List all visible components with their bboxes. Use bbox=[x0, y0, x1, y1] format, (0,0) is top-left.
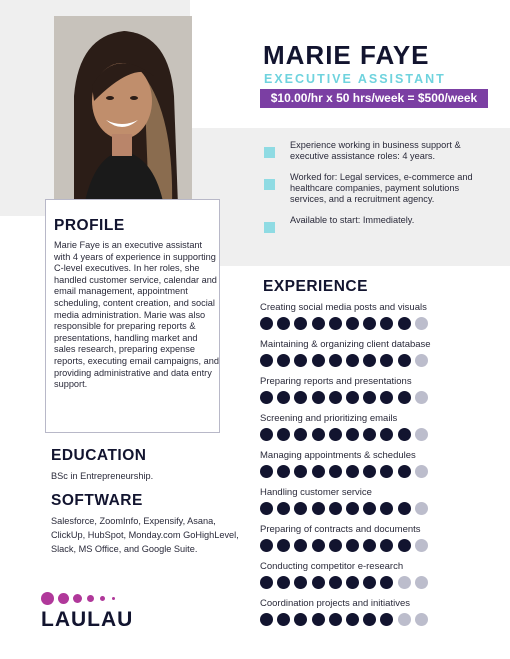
rating-dot-filled bbox=[398, 465, 411, 478]
rating-dot-filled bbox=[294, 428, 307, 441]
rating-dot-filled bbox=[398, 502, 411, 515]
rating-dot-filled bbox=[329, 317, 342, 330]
rating-dot-filled bbox=[346, 613, 359, 626]
rating-dot-filled bbox=[398, 391, 411, 404]
rating-dot-empty bbox=[415, 502, 428, 515]
skill-rating bbox=[260, 502, 432, 515]
rating-dot-filled bbox=[346, 502, 359, 515]
rating-dot-filled bbox=[398, 354, 411, 367]
profile-heading: PROFILE bbox=[54, 217, 125, 234]
rating-dot-filled bbox=[363, 539, 376, 552]
rating-dot-filled bbox=[346, 539, 359, 552]
rating-dot-filled bbox=[346, 354, 359, 367]
rating-dot-filled bbox=[277, 465, 290, 478]
rating-dot-filled bbox=[277, 391, 290, 404]
skill-row bbox=[260, 337, 510, 374]
software-text: Salesforce, ZoomInfo, Expensify, Asana, ClickUp, HubSpot, Monday.com GoHighLevel, Slack, MS Office, and Google Suite. bbox=[51, 516, 239, 554]
rating-dot-filled bbox=[346, 391, 359, 404]
skill-rating bbox=[260, 613, 432, 626]
rating-dot-filled bbox=[260, 354, 273, 367]
skill-label: Handling customer service bbox=[260, 487, 372, 498]
rating-dot-filled bbox=[398, 539, 411, 552]
rating-dot-filled bbox=[363, 576, 376, 589]
rating-dot-filled bbox=[312, 465, 325, 478]
fact-item bbox=[264, 172, 494, 205]
skill-row bbox=[260, 374, 510, 411]
rating-dot-filled bbox=[363, 428, 376, 441]
rating-dot-filled bbox=[329, 354, 342, 367]
fact-item bbox=[264, 215, 494, 233]
skill-label: Conducting competitor e-research bbox=[260, 561, 404, 572]
skill-label: Screening and prioritizing emails bbox=[260, 413, 398, 424]
rating-dot-filled bbox=[260, 502, 273, 515]
skill-rating bbox=[260, 539, 432, 552]
candidate-name: MARIE FAYE bbox=[263, 40, 430, 70]
rating-dot-filled bbox=[260, 576, 273, 589]
rating-dot-filled bbox=[380, 391, 393, 404]
skill-label: Creating social media posts and visuals bbox=[260, 302, 427, 313]
rating-dot-filled bbox=[363, 391, 376, 404]
rating-dot-filled bbox=[329, 539, 342, 552]
profile-photo bbox=[54, 16, 192, 206]
rating-dot-filled bbox=[312, 613, 325, 626]
rating-dot-filled bbox=[277, 354, 290, 367]
rating-dot-filled bbox=[277, 317, 290, 330]
rating-dot-filled bbox=[312, 317, 325, 330]
rating-dot-filled bbox=[329, 613, 342, 626]
skill-rating bbox=[260, 576, 432, 589]
rating-dot-empty bbox=[398, 576, 411, 589]
rating-dot-filled bbox=[294, 465, 307, 478]
skill-row bbox=[260, 559, 510, 596]
candidate-role: EXECUTIVE ASSISTANT bbox=[264, 72, 446, 86]
skill-row bbox=[260, 411, 510, 448]
education-heading: EDUCATION bbox=[51, 447, 147, 464]
skill-rating bbox=[260, 465, 432, 478]
rating-dot-filled bbox=[329, 391, 342, 404]
rating-dot-filled bbox=[363, 354, 376, 367]
fact-text: Available to start: Immediately. bbox=[290, 215, 415, 225]
rating-dot-filled bbox=[380, 576, 393, 589]
rating-dot-empty bbox=[415, 613, 428, 626]
rating-dot-filled bbox=[312, 391, 325, 404]
rating-dot-empty bbox=[398, 613, 411, 626]
rating-dot-filled bbox=[260, 428, 273, 441]
skill-label: Preparing reports and presentations bbox=[260, 376, 412, 387]
rating-dot-empty bbox=[415, 317, 428, 330]
skill-row bbox=[260, 300, 510, 337]
square-bullet-icon bbox=[264, 179, 275, 190]
rating-dot-filled bbox=[380, 317, 393, 330]
fact-item bbox=[264, 140, 494, 162]
rating-dot-filled bbox=[260, 465, 273, 478]
experience-heading: EXPERIENCE bbox=[263, 278, 368, 295]
rating-dot-filled bbox=[277, 428, 290, 441]
rating-dot-empty bbox=[415, 539, 428, 552]
rating-dot-filled bbox=[398, 428, 411, 441]
skill-row bbox=[260, 448, 510, 485]
rating-dot-filled bbox=[294, 317, 307, 330]
profile-body: Marie Faye is an executive assistant with 4 years of experience in supporting C-level executives. In her roles, she handled customer service, calendar and email management, appointment scheduling, content creation, and social media administration. Marie was also responsible for preparing reports & presentations, handling market and sales research, preparing expense reports, executing email campaigns, and providing administrative and data entry support. bbox=[54, 240, 219, 390]
rating-dot-filled bbox=[380, 428, 393, 441]
rating-dot-filled bbox=[380, 502, 393, 515]
rating-dot-filled bbox=[312, 502, 325, 515]
rating-dot-empty bbox=[415, 576, 428, 589]
rating-dot-filled bbox=[294, 502, 307, 515]
rating-dot-filled bbox=[380, 613, 393, 626]
square-bullet-icon bbox=[264, 222, 275, 233]
rating-dot-filled bbox=[294, 539, 307, 552]
rating-dot-filled bbox=[294, 391, 307, 404]
rating-dot-filled bbox=[277, 613, 290, 626]
rating-dot-empty bbox=[415, 391, 428, 404]
rating-dot-filled bbox=[380, 539, 393, 552]
rating-dot-empty bbox=[415, 465, 428, 478]
rating-dot-filled bbox=[380, 465, 393, 478]
rate-badge: $10.00/hr x 50 hrs/week = $500/week bbox=[260, 89, 488, 108]
skill-label: Managing appointments & schedules bbox=[260, 450, 416, 461]
square-bullet-icon bbox=[264, 147, 275, 158]
rating-dot-filled bbox=[260, 317, 273, 330]
experience-list bbox=[260, 300, 510, 633]
skill-rating bbox=[260, 428, 432, 441]
rating-dot-filled bbox=[312, 539, 325, 552]
rating-dot-filled bbox=[329, 465, 342, 478]
rating-dot-filled bbox=[346, 428, 359, 441]
rating-dot-filled bbox=[260, 539, 273, 552]
skill-label: Preparing of contracts and documents bbox=[260, 524, 421, 535]
skill-label: Maintaining & organizing client database bbox=[260, 339, 431, 350]
rating-dot-empty bbox=[415, 428, 428, 441]
rating-dot-filled bbox=[346, 465, 359, 478]
facts-list bbox=[264, 140, 494, 243]
rating-dot-filled bbox=[277, 539, 290, 552]
rating-dot-filled bbox=[260, 391, 273, 404]
rating-dot-filled bbox=[363, 465, 376, 478]
skill-rating bbox=[260, 317, 432, 330]
rating-dot-filled bbox=[277, 502, 290, 515]
skill-rating bbox=[260, 391, 432, 404]
brand-logo: LAULAU bbox=[41, 608, 134, 631]
rating-dot-empty bbox=[415, 354, 428, 367]
rating-dot-filled bbox=[329, 502, 342, 515]
profile-card bbox=[45, 199, 220, 433]
skill-row bbox=[260, 522, 510, 559]
rating-dot-filled bbox=[398, 317, 411, 330]
rating-dot-filled bbox=[329, 428, 342, 441]
fact-text: Experience working in business support & executive assistance roles: 4 years. bbox=[290, 140, 461, 161]
rating-dot-filled bbox=[312, 354, 325, 367]
skill-label: Coordination projects and initiatives bbox=[260, 598, 410, 609]
skill-rating bbox=[260, 354, 432, 367]
rating-dot-filled bbox=[312, 428, 325, 441]
rating-dot-filled bbox=[346, 317, 359, 330]
rating-dot-filled bbox=[294, 576, 307, 589]
skill-row bbox=[260, 596, 510, 633]
software-heading: SOFTWARE bbox=[51, 492, 143, 509]
rating-dot-filled bbox=[294, 354, 307, 367]
rating-dot-filled bbox=[312, 576, 325, 589]
rating-dot-filled bbox=[277, 576, 290, 589]
rating-dot-filled bbox=[346, 576, 359, 589]
rating-dot-filled bbox=[294, 613, 307, 626]
education-text: BSc in Entrepreneurship. bbox=[51, 471, 154, 481]
rating-dot-filled bbox=[260, 613, 273, 626]
skill-row bbox=[260, 485, 510, 522]
rating-dot-filled bbox=[329, 576, 342, 589]
rating-dot-filled bbox=[363, 502, 376, 515]
fact-text: Worked for: Legal services, e-commerce and healthcare companies, payment solutions services, and a recruitment agency. bbox=[290, 172, 473, 204]
rating-dot-filled bbox=[363, 317, 376, 330]
rating-dot-filled bbox=[363, 613, 376, 626]
rating-dot-filled bbox=[380, 354, 393, 367]
